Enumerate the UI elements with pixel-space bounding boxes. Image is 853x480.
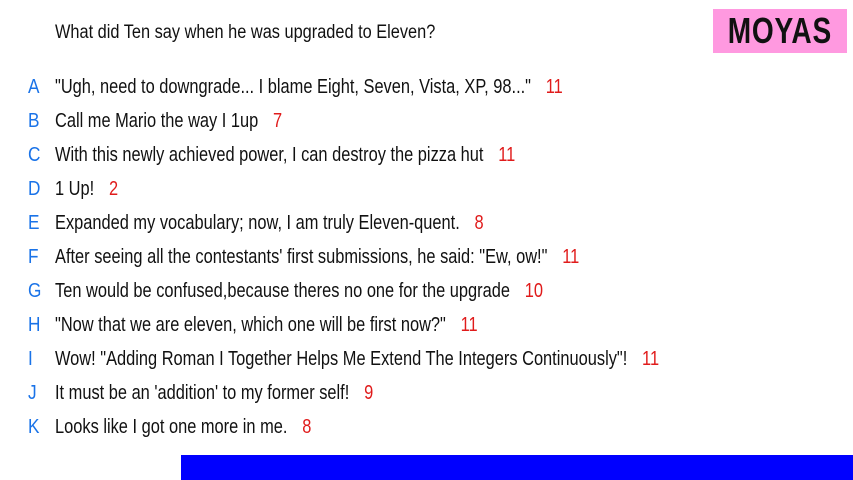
- answer-letter: C: [28, 143, 41, 166]
- answer-text: Looks like I got one more in me.: [55, 415, 288, 438]
- answer-score: 8: [302, 415, 312, 438]
- answer-text: Expanded my vocabulary; now, I am truly Eleven-quent.: [55, 211, 460, 234]
- moyas-logo: [713, 9, 847, 53]
- answer-text: 1 Up!: [55, 177, 95, 200]
- answer-text: After seeing all the contestants' first submissions, he said: "Ew, ow!": [55, 245, 548, 268]
- answer-score: 9: [364, 381, 374, 404]
- answer-letter: H: [28, 313, 41, 336]
- answer-score: 11: [562, 245, 580, 268]
- answer-score: 11: [460, 313, 478, 336]
- answer-text: Call me Mario the way I 1up: [55, 109, 259, 132]
- answer-letter: I: [28, 347, 33, 370]
- answer-score: 11: [642, 347, 660, 370]
- bottom-bar: [181, 455, 853, 480]
- answer-letter: A: [28, 75, 40, 98]
- answer-letter: K: [28, 415, 40, 438]
- answer-letter: E: [28, 211, 40, 234]
- answer-text: With this newly achieved power, I can destroy the pizza hut: [55, 143, 484, 166]
- answer-letter: B: [28, 109, 40, 132]
- answer-letter: D: [28, 177, 41, 200]
- answer-score: 11: [545, 75, 563, 98]
- answer-score: 10: [524, 279, 543, 302]
- question-text: What did Ten say when he was upgraded to Eleven?: [55, 22, 436, 43]
- answer-score: 2: [108, 177, 119, 200]
- answer-text: "Now that we are eleven, which one will be first now?": [55, 313, 446, 336]
- answer-text: Ten would be confused,because theres no one for the upgrade: [55, 279, 510, 302]
- logo-text: MOYAS: [727, 10, 833, 51]
- answer-text: "Ugh, need to downgrade... I blame Eight, Seven, Vista, XP, 98...": [55, 75, 532, 98]
- answer-score: 8: [474, 211, 484, 234]
- answer-score: 7: [273, 109, 283, 132]
- answer-letter: G: [28, 279, 42, 302]
- answer-letter: J: [28, 381, 37, 404]
- answer-score: 11: [498, 143, 516, 166]
- answer-text: Wow! "Adding Roman I Together Helps Me Extend The Integers Continuously"!: [55, 347, 628, 370]
- answer-letter: F: [28, 245, 39, 268]
- answer-text: It must be an 'addition' to my former self!: [55, 381, 350, 404]
